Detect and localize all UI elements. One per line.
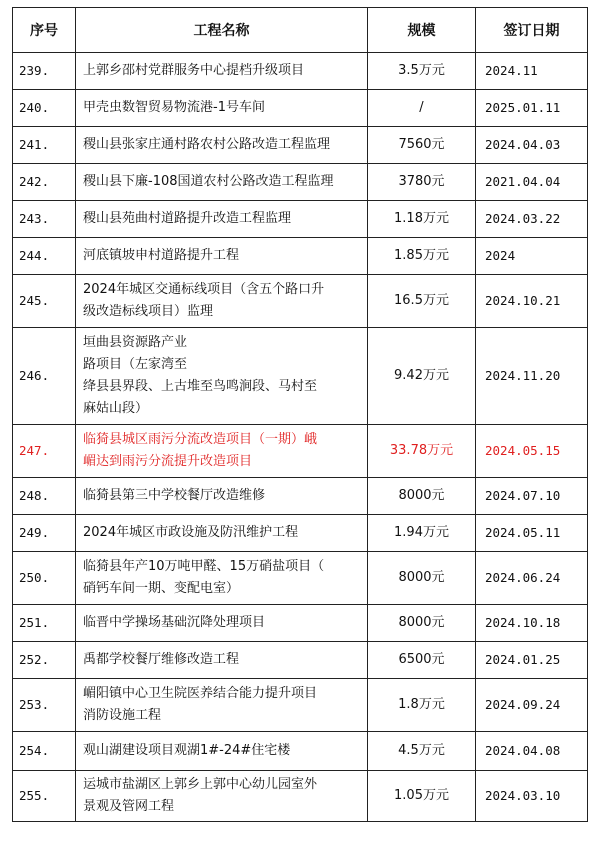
table-row: [13, 425, 588, 478]
signing-date: 2024.10.18: [476, 605, 588, 642]
project-name-line: 稷山县下廉-108国道农村公路改造工程监理: [83, 174, 334, 189]
signing-date: 2024.11.20: [476, 328, 588, 425]
project-name-line: 级改造标线项目）监理: [83, 304, 214, 319]
project-name-line: 路项目（左家湾至: [83, 357, 188, 372]
project-scale: 9.42万元: [368, 328, 476, 425]
row-number: 240.: [13, 90, 76, 127]
project-scale: 4.5万元: [368, 732, 476, 771]
table-row: [13, 605, 588, 642]
project-name-line: 运城市盐湖区上郭乡上郭中心幼儿园室外: [83, 777, 318, 792]
project-scale: 6500元: [368, 642, 476, 679]
table-row: [13, 642, 588, 679]
project-name-line: 稷山县苑曲村道路提升改造工程监理: [83, 211, 292, 226]
row-number: 248.: [13, 478, 76, 515]
project-name-line: 临猗县城区雨污分流改造项目（一期）峨: [83, 432, 318, 447]
project-scale: 8000元: [368, 478, 476, 515]
project-scale: 33.78万元: [368, 425, 476, 478]
project-scale: 1.8万元: [368, 679, 476, 732]
project-name-line: 甲壳虫数智贸易物流港-1号车间: [83, 100, 265, 115]
project-name: [76, 328, 368, 425]
project-name: [76, 679, 368, 732]
project-name-line: 临晋中学操场基础沉降处理项目: [83, 615, 266, 630]
project-name: [76, 425, 368, 478]
table-row: [13, 201, 588, 238]
row-number: 243.: [13, 201, 76, 238]
project-scale: /: [368, 90, 476, 127]
table-row: [13, 275, 588, 328]
project-name-line: 临猗县年产10万吨甲醛、15万硝盐项目（: [83, 559, 325, 574]
signing-date: 2024.03.22: [476, 201, 588, 238]
table-row: [13, 732, 588, 771]
signing-date: 2025.01.11: [476, 90, 588, 127]
row-number: 249.: [13, 515, 76, 552]
table-row: [13, 90, 588, 127]
table-row: [13, 127, 588, 164]
row-number: 239.: [13, 53, 76, 90]
row-number: 245.: [13, 275, 76, 328]
project-name: [76, 642, 368, 679]
project-scale: 1.94万元: [368, 515, 476, 552]
header-no: 序号: [13, 8, 76, 53]
row-number: 241.: [13, 127, 76, 164]
table-row: [13, 238, 588, 275]
table-header-row: [13, 8, 588, 53]
signing-date: 2024.04.03: [476, 127, 588, 164]
signing-date: 2024: [476, 238, 588, 275]
header-name: 工程名称: [76, 8, 368, 53]
signing-date: 2024.09.24: [476, 679, 588, 732]
project-name-line: 景观及管网工程: [83, 799, 175, 814]
projects-table: [12, 7, 588, 822]
project-name-line: 消防设施工程: [83, 708, 162, 723]
header-scale: 规模: [368, 8, 476, 53]
row-number: 247.: [13, 425, 76, 478]
row-number: 252.: [13, 642, 76, 679]
project-name-line: 绛县县界段、上古堆至鸟鸣涧段、马村至: [83, 379, 318, 394]
table-row: [13, 552, 588, 605]
project-name: [76, 275, 368, 328]
signing-date: 2024.05.11: [476, 515, 588, 552]
table-row: [13, 478, 588, 515]
signing-date: 2024.04.08: [476, 732, 588, 771]
project-scale: 3780元: [368, 164, 476, 201]
project-scale: 8000元: [368, 605, 476, 642]
project-name-line: 嵋阳镇中心卫生院医养结合能力提升项目: [83, 686, 318, 701]
project-name-line: 河底镇坡申村道路提升工程: [83, 248, 240, 263]
project-name-line: 嵋达到雨污分流提升改造项目: [83, 454, 253, 469]
project-name-line: 2024年城区交通标线项目（含五个路口升: [83, 282, 325, 297]
project-scale: 16.5万元: [368, 275, 476, 328]
table-row: [13, 515, 588, 552]
project-name-line: 临猗县第三中学校餐厅改造维修: [83, 488, 266, 503]
project-name-line: 禹都学校餐厅维修改造工程: [83, 652, 240, 667]
row-number: 251.: [13, 605, 76, 642]
project-scale: 8000元: [368, 552, 476, 605]
row-number: 244.: [13, 238, 76, 275]
table-row: [13, 328, 588, 425]
project-name-line: 稷山县张家庄通村路农村公路改造工程监理: [83, 137, 331, 152]
project-name-line: 垣曲县资源路产业: [83, 335, 188, 350]
signing-date: 2024.07.10: [476, 478, 588, 515]
project-name: [76, 90, 368, 127]
table-row: [13, 771, 588, 822]
row-number: 242.: [13, 164, 76, 201]
project-name: [76, 164, 368, 201]
project-name: [76, 605, 368, 642]
row-number: 255.: [13, 771, 76, 822]
row-number: 254.: [13, 732, 76, 771]
project-name-line: 上郭乡邵村党群服务中心提档升级项目: [83, 63, 305, 78]
project-scale: 1.05万元: [368, 771, 476, 822]
project-name-line: 硝钙车间一期、变配电室）: [83, 581, 240, 596]
signing-date: 2024.01.25: [476, 642, 588, 679]
project-scale: 1.18万元: [368, 201, 476, 238]
signing-date: 2024.05.15: [476, 425, 588, 478]
project-name: [76, 552, 368, 605]
signing-date: 2024.10.21: [476, 275, 588, 328]
row-number: 253.: [13, 679, 76, 732]
table-row: [13, 53, 588, 90]
project-name-line: 观山湖建设项目观湖1#-24#住宅楼: [83, 743, 291, 758]
table-row: [13, 164, 588, 201]
project-name: [76, 515, 368, 552]
signing-date: 2024.03.10: [476, 771, 588, 822]
project-name: [76, 53, 368, 90]
table-body: [13, 53, 588, 822]
project-name-line: 2024年城区市政设施及防汛维护工程: [83, 525, 299, 540]
project-name: [76, 127, 368, 164]
project-scale: 1.85万元: [368, 238, 476, 275]
project-name-line: 麻姑山段）: [83, 401, 149, 416]
project-name: [76, 732, 368, 771]
signing-date: 2021.04.04: [476, 164, 588, 201]
project-scale: 3.5万元: [368, 53, 476, 90]
signing-date: 2024.06.24: [476, 552, 588, 605]
table-row: [13, 679, 588, 732]
project-name: [76, 238, 368, 275]
project-name: [76, 771, 368, 822]
row-number: 246.: [13, 328, 76, 425]
header-date: 签订日期: [476, 8, 588, 53]
signing-date: 2024.11: [476, 53, 588, 90]
project-scale: 7560元: [368, 127, 476, 164]
project-name: [76, 201, 368, 238]
row-number: 250.: [13, 552, 76, 605]
project-name: [76, 478, 368, 515]
